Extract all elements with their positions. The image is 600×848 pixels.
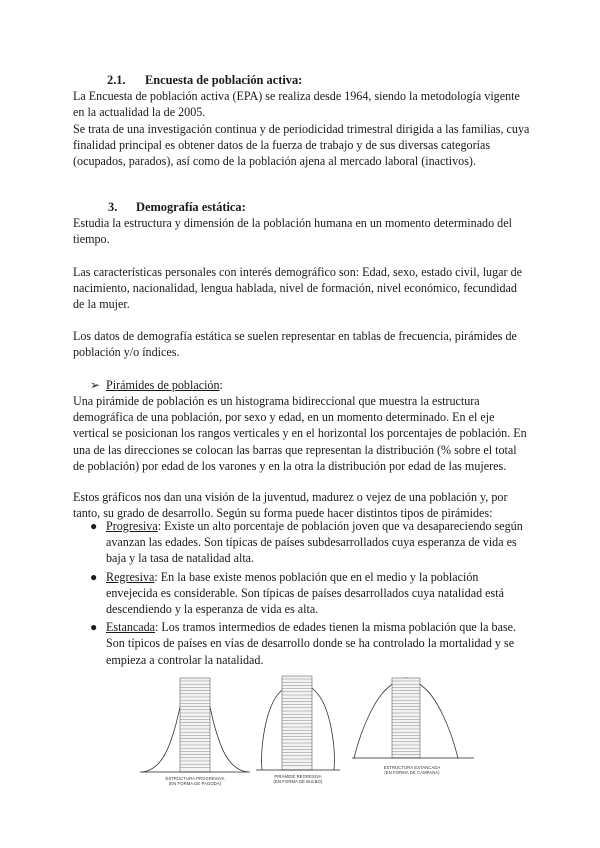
epa-paragraph-1: La Encuesta de población activa (EPA) se realiza desde 1964, siendo la metodología vigente en la actualidad la de 2005. (73, 89, 520, 120)
piramides-paragraph-1: Una pirámide de población es un histograma bidireccional que muestra la estructura demográfica de una población, por sexo y edad, en un momento determinado. En el eje vertical se posicionan los rangos verticales y en el horizontal los porcentajes de población. En una de las direcciones se colocan las barras que representan la distribución (% sobre el total de población) por edad de los varones y en la otra la distribución por edad de las mujeres. (73, 394, 527, 473)
caption-regresiva-line2: (EN FORMA DE BULBO) (273, 779, 323, 784)
list-item-text: : En la base existe menos población que en el medio y la población envejecida es considerable. Son típicas de países desarrollados cuya natalidad está descendiendo y la esperanza de vida es alta. (106, 569, 504, 617)
caption-estancada-line1: ESTRUCTURA ESTANCADA (383, 765, 441, 770)
section-2-1-heading (107, 72, 302, 88)
demografia-paragraph-2: Las características personales con interés demográfico son: Edad, sexo, estado civil, lugar de nacimiento, nacionalidad, lengua hablada, nivel de formación, nivel económico, fecundidad de la mujer. (73, 265, 522, 312)
piramides-title: Pirámides de población (106, 378, 220, 392)
pyramid-figures-svg (140, 666, 480, 790)
demografia-paragraph-3: Los datos de demografía estática se suelen representar en tablas de frecuencia, pirámides de población y/o índices. (73, 329, 517, 360)
list-item-term: Progresiva (106, 519, 158, 533)
section-title: Demografía estática: (136, 200, 246, 214)
list-item (73, 569, 531, 618)
demografia-paragraph-1: Estudia la estructura y dimensión de la población humana en un momento determinado del tiempo. (73, 216, 512, 247)
pyramid-types-list (73, 518, 531, 670)
piramides-title-suffix: : (219, 378, 223, 392)
caption-estancada-line2: (EN FORMA DE CAMPANA) (384, 770, 440, 775)
pyramid-figures (140, 666, 480, 790)
bullet-icon: ● (90, 519, 98, 533)
section-3-heading (108, 199, 246, 215)
section-number: 2.1. (107, 73, 126, 87)
caption-progresiva-line1: ESTRUCTURA PROGRESIVA (165, 776, 225, 781)
piramides-paragraph-2: Estos gráficos nos dan una visión de la juventud, madurez o vejez de una población y, por tanto, su grado de desarrollo. Según su forma puede hacer distintos tipos de pirámides: (73, 490, 508, 521)
epa-paragraph-2: Se trata de una investigación continua y de periodicidad trimestral dirigida a las familias, cuya finalidad principal es obtener datos de la fuerza de trabajo y de sus diversas categorías (ocupados, parados), así como de la población ajena al mercado laboral (inactivos). (73, 122, 530, 169)
regressive-pyramid-figure (256, 676, 340, 784)
bullet-icon: ● (90, 620, 98, 635)
section-title: Encuesta de población activa: (145, 73, 303, 87)
list-item-term: Regresiva (106, 569, 155, 584)
arrow-bullet-icon: ➢ (90, 378, 101, 392)
list-item (73, 619, 531, 668)
section-number: 3. (108, 200, 118, 214)
list-item-text: : Los tramos intermedios de edades tienen la misma población que la base. Son típicos de países en vías de desarrollo donde se ha controlado la mortalidad y se empieza a controlar la natalidad. (106, 620, 517, 667)
stagnant-pyramid-bars (392, 678, 420, 758)
bullet-icon: ● (90, 569, 98, 584)
list-item-text: : Existe un alto porcentaje de población joven que va desapareciendo según avanzan las edades. Son típicas de países subdesarrollados cuya esperanza de vida es baja y la tasa de natalidad alta. (106, 519, 523, 566)
list-item (73, 518, 531, 567)
stagnant-pyramid-figure (352, 678, 474, 775)
piramides-subheading (90, 377, 223, 393)
progressive-pyramid-figure (140, 678, 250, 786)
caption-regresiva-line1: PIRÁMIDE REGRESIVA (274, 774, 322, 779)
caption-progresiva-line2: (EN FORMA DE PAGODA) (168, 781, 222, 786)
list-item-term: Estancada (106, 620, 156, 635)
